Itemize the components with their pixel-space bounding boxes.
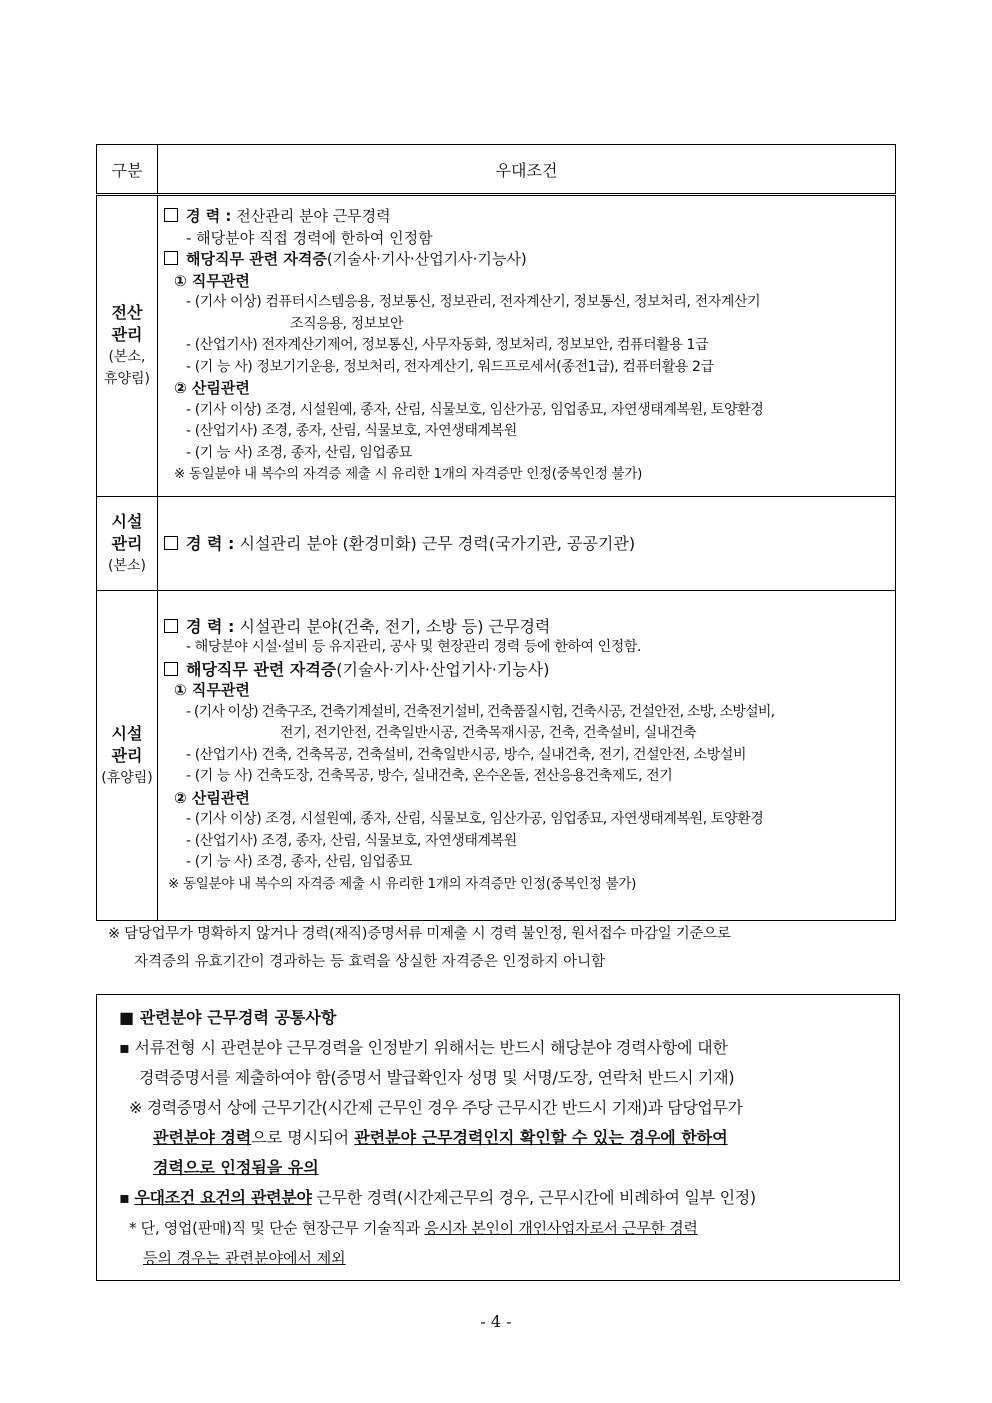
- career-line: [164, 206, 889, 228]
- career-text: 시설관리 분야(건축, 전기, 소방 등) 근무경력: [239, 616, 551, 636]
- cert-list-line: - (산업기사) 조경, 종자, 산림, 식물보호, 자연생태계복원: [186, 832, 517, 849]
- section-title: ② 산림관련: [174, 379, 250, 398]
- table-row: [97, 195, 896, 497]
- category-label: 전산: [111, 303, 143, 322]
- box-line: [119, 1213, 889, 1243]
- emphasis-text: 응시자 본인이 개인사업자로서 근무한 경력: [424, 1219, 698, 1237]
- cert-list-line: - (기사 이상) 건축구조, 건축기계설비, 건축전기설비, 건축품질시험, 건축시공, 건설안전, 소방, 소방설비,: [186, 703, 775, 720]
- box-line: ※ 경력증명서 상에 근무기간(시간제 근무인 경우 주당 근무시간 반드시 기재)과 담당업무가: [129, 1098, 743, 1117]
- emphasis-text: 우대조건 요건의 관련분야: [134, 1188, 312, 1207]
- cert-list-line: 조직응용, 정보보안: [290, 315, 404, 332]
- career-line: [164, 616, 889, 638]
- section-title: ② 산림관련: [174, 788, 250, 807]
- cert-list-line: - (산업기사) 건축, 건축목공, 건축설비, 건축일반시공, 방수, 실내건축, 전기, 건설안전, 소방설비: [186, 746, 747, 763]
- footnote-line: ※ 담당업무가 명확하지 않거나 경력(재직)증명서류 미제출 시 경력 불인정, 원서접수 마감일 기준으로: [108, 926, 731, 942]
- category-label: 관리: [111, 745, 143, 765]
- career-line: [164, 533, 889, 555]
- career-label: 경 력 :: [186, 616, 235, 636]
- cert-line: [164, 249, 889, 271]
- duplicate-note: ※ 동일분야 내 복수의 자격증 제출 시 유리한 1개의 자격증만 인정(중복인정 불가): [168, 875, 637, 892]
- emphasis-text: 등의 경우는 관련분야에서 제외: [143, 1249, 346, 1267]
- category-label: 시설: [111, 511, 143, 531]
- footnote-line: 자격증의 유효기간이 경과하는 등 효력을 상실한 자격증은 인정하지 아니함: [134, 954, 606, 970]
- cert-list-line: - (기사 이상) 조경, 시설원예, 종자, 산림, 식물보호, 임산가공, 임업종묘, 자연생태계복원, 토양환경: [186, 401, 764, 418]
- checkbox-icon: [164, 619, 178, 633]
- box-text: 근무한 경력(시간제근무의 경우, 근무시간에 비례하여 일부 인정): [316, 1188, 756, 1207]
- category-cell: [97, 497, 158, 591]
- checkbox-icon: [164, 662, 178, 676]
- checkbox-icon: [164, 208, 178, 222]
- duplicate-note: ※ 동일분야 내 복수의 자격증 제출 시 유리한 1개의 자격증만 인정(중복인정 불가): [174, 466, 643, 483]
- cert-paren: (기술사·기사·산업기사·기능사): [336, 659, 550, 679]
- career-text: 시설관리 분야 (환경미화) 근무 경력(국가기관, 공공기관): [239, 533, 636, 553]
- conditions-cell: [158, 591, 896, 921]
- cert-list-line: - (산업기사) 전자계산기제어, 정보통신, 사무자동화, 정보처리, 정보보안, 컴퓨터활용 1급: [186, 337, 709, 354]
- box-line: [119, 1183, 889, 1213]
- career-label: 경 력 :: [186, 533, 235, 553]
- cert-paren: (기술사·기사·산업기사·기능사): [326, 250, 527, 269]
- section-title: ① 직무관련: [174, 681, 250, 700]
- checkbox-icon: [164, 251, 178, 265]
- table-header-row: [97, 145, 896, 195]
- checkbox-icon: [164, 536, 178, 550]
- conditions-cell: [158, 497, 896, 591]
- box-line: [119, 1123, 889, 1153]
- category-label: 관리: [111, 533, 143, 553]
- cert-list-line: - (기 능 사) 건축도장, 건축목공, 방수, 실내건축, 온수온돌, 전산응용건축제도, 전기: [186, 768, 673, 785]
- cert-list-line: - (기 능 사) 조경, 종자, 산림, 임업종묘: [186, 854, 412, 871]
- category-sub: (휴양림): [101, 769, 153, 786]
- cert-list-line: - (산업기사) 조경, 종자, 산림, 식물보호, 자연생태계복원: [186, 423, 517, 440]
- cert-list-line: - (기 능 사) 조경, 종자, 산림, 임업종묘: [186, 444, 412, 461]
- cert-list-line: 전기, 전기안전, 건축일반시공, 건축목재시공, 건축, 건축설비, 실내건축: [280, 725, 697, 742]
- category-label: 관리: [111, 325, 143, 344]
- page-number: - 4 -: [480, 1312, 512, 1331]
- career-label: 경 력 :: [186, 207, 232, 226]
- header-category: 구분: [97, 145, 158, 195]
- preference-table: [96, 144, 896, 921]
- table-footnote: [108, 920, 898, 976]
- header-conditions: 우대조건: [158, 145, 896, 195]
- emphasis-text: 관련분야 경력: [153, 1128, 252, 1147]
- category-sub: 휴양림): [103, 371, 151, 387]
- career-sub: - 해당분야 직접 경력에 한하여 인정함: [186, 228, 433, 247]
- category-label: 시설: [111, 723, 143, 743]
- cert-label: 해당직무 관련 자격증: [186, 659, 337, 679]
- box-line: 경력증명서를 제출하여야 함(증명서 발급확인자 성명 및 서명/도장, 연락처 반드시 기재): [139, 1068, 735, 1087]
- table-row: [97, 497, 896, 591]
- box-text: 으로 명시되어: [251, 1128, 350, 1147]
- cert-line: [164, 659, 889, 681]
- box-line: ▪ 서류전형 시 관련분야 근무경력을 인정받기 위해서는 반드시 해당분야 경력사항에 대한: [119, 1038, 728, 1057]
- common-career-box: [96, 994, 900, 1281]
- bullet-icon: ▪: [119, 1188, 130, 1207]
- section-title: ① 직무관련: [174, 271, 250, 290]
- category-sub: (본소): [108, 557, 146, 574]
- category-cell: [97, 195, 158, 497]
- category-cell: [97, 591, 158, 921]
- cert-list-line: - (기사 이상) 컴퓨터시스템응용, 정보통신, 정보관리, 전자계산기, 정보통신, 정보처리, 전자계산기: [186, 294, 761, 311]
- conditions-cell: [158, 195, 896, 497]
- emphasis-text: 경력으로 인정됨을 유의: [153, 1158, 319, 1177]
- emphasis-text: 관련분야 근무경력인지 확인할 수 있는 경우에 한하여: [354, 1128, 728, 1147]
- cert-list-line: - (기사 이상) 조경, 시설원예, 종자, 산림, 식물보호, 임산가공, 임업종묘, 자연생태계복원, 토양환경: [186, 811, 764, 828]
- table-row: [97, 591, 896, 921]
- career-text: 전산관리 분야 근무경력: [236, 207, 391, 226]
- box-text: * 단, 영업(판매)직 및 단순 현장근무 기술직과: [129, 1219, 420, 1237]
- box-title: ■ 관련분야 근무경력 공통사항: [119, 1008, 337, 1027]
- cert-label: 해당직무 관련 자격증: [186, 250, 327, 269]
- category-sub: (본소,: [108, 349, 146, 365]
- career-sub: - 해당분야 시설·설비 등 유지관리, 공사 및 현장관리 경력 등에 한하여 인정함.: [186, 639, 642, 656]
- cert-list-line: - (기 능 사) 정보기기운용, 정보처리, 전자계산기, 워드프로세서(종전1급), 컴퓨터활용 2급: [186, 358, 714, 375]
